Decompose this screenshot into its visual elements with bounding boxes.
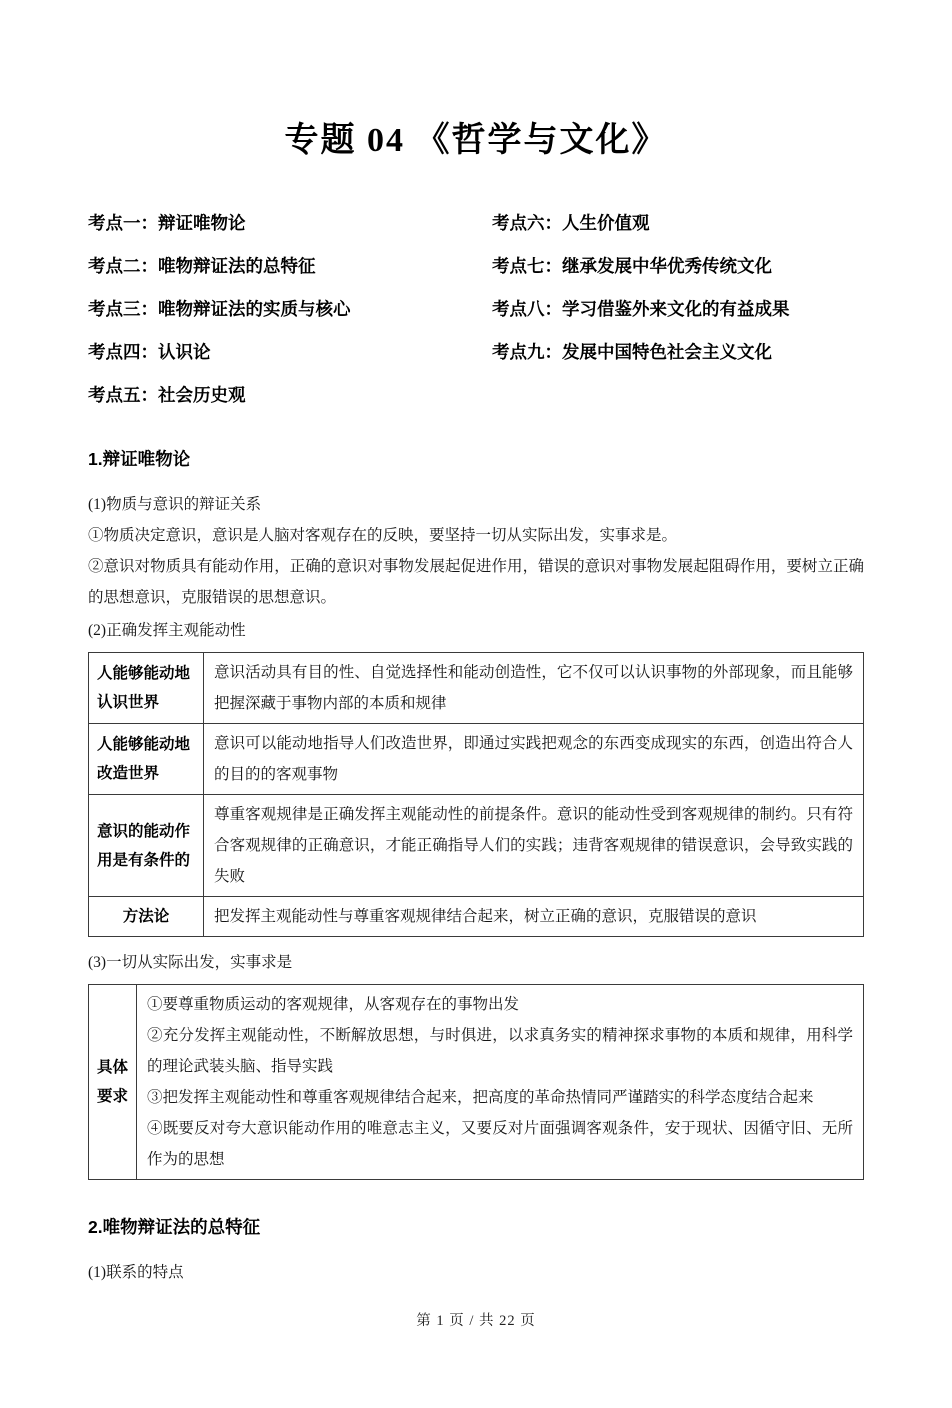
exam-point-item: 考点四：认识论 <box>88 342 211 362</box>
subsection-heading: (1)物质与意识的辩证关系 <box>88 496 262 513</box>
exam-point-item: 考点二：唯物辩证法的总特征 <box>88 256 316 276</box>
paragraph: ②意识对物质具有能动作用，正确的意识对事物发展起促进作用，错误的意识对事物发展起阻碍作用，要树立正确的思想意识，克服错误的思想意识。 <box>88 558 864 606</box>
table-row <box>89 653 864 724</box>
page-footer: 第 1 页 / 共 22 页 <box>416 1313 536 1329</box>
table-item: ②充分发挥主观能动性，不断解放思想，与时俱进，以求真务实的精神探求事物的本质和规律，用科学的理论武装头脑、指导实践 <box>147 1027 853 1075</box>
exam-point-item: 考点九：发展中国特色社会主义文化 <box>492 342 772 362</box>
table-content-cell: 把发挥主观能动性与尊重客观规律结合起来，树立正确的意识，克服错误的意识 <box>204 897 864 937</box>
subsection-heading: (2)正确发挥主观能动性 <box>88 622 246 639</box>
table-row <box>89 897 864 937</box>
table-label-cell: 人能够能动地改造世界 <box>89 724 204 795</box>
table-item: ③把发挥主观能动性和尊重客观规律结合起来，把高度的革命热情同严谨踏实的科学态度结合起来 <box>147 1089 814 1106</box>
table-label-cell: 具体要求 <box>89 985 137 1180</box>
exam-point-item: 考点六：人生价值观 <box>492 213 650 233</box>
subsection-heading: (3)一切从实际出发，实事求是 <box>88 954 293 971</box>
table-label-cell: 意识的能动作用是有条件的 <box>89 795 204 897</box>
section-1-heading: 1.辩证唯物论 <box>88 449 191 469</box>
proceed-from-reality-table <box>88 984 864 1180</box>
table-label-cell: 方法论 <box>89 897 204 937</box>
subjective-initiative-table <box>88 652 864 937</box>
exam-point-item: 考点三：唯物辩证法的实质与核心 <box>88 299 351 319</box>
table-item: ④既要反对夸大意识能动作用的唯意志主义，又要反对片面强调客观条件，安于现状、因循守旧、无所作为的思想 <box>147 1120 853 1168</box>
table-content-cell <box>137 985 864 1180</box>
subsection-heading: (1)联系的特点 <box>88 1264 184 1281</box>
exam-points <box>88 213 864 428</box>
section-2-heading: 2.唯物辩证法的总特征 <box>88 1217 261 1237</box>
exam-point-item: 考点八：学习借鉴外来文化的有益成果 <box>492 299 790 319</box>
table-row <box>89 985 864 1180</box>
exam-points-left-column <box>88 213 492 428</box>
table-row <box>89 724 864 795</box>
exam-point-item: 考点五：社会历史观 <box>88 385 246 405</box>
table-content-cell: 意识可以能动地指导人们改造世界，即通过实践把观念的东西变成现实的东西，创造出符合人的目的的客观事物 <box>204 724 864 795</box>
exam-points-right-column <box>492 213 864 428</box>
table-item: ①要尊重物质运动的客观规律，从客观存在的事物出发 <box>147 996 520 1013</box>
exam-point-item: 考点七：继承发展中华优秀传统文化 <box>492 256 772 276</box>
table-label-cell: 人能够能动地认识世界 <box>89 653 204 724</box>
table-content-cell: 意识活动具有目的性、自觉选择性和能动创造性，它不仅可以认识事物的外部现象，而且能够把握深藏于事物内部的本质和规律 <box>204 653 864 724</box>
table-row <box>89 795 864 897</box>
table-content-cell: 尊重客观规律是正确发挥主观能动性的前提条件。意识的能动性受到客观规律的制约。只有符合客观规律的正确意识，才能正确指导人们的实践；违背客观规律的错误意识，会导致实践的失败 <box>204 795 864 897</box>
exam-point-item: 考点一：辩证唯物论 <box>88 213 246 233</box>
paragraph: ①物质决定意识，意识是人脑对客观存在的反映，要坚持一切从实际出发，实事求是。 <box>88 527 678 544</box>
page-title: 专题 04 《哲学与文化》 <box>284 122 668 159</box>
